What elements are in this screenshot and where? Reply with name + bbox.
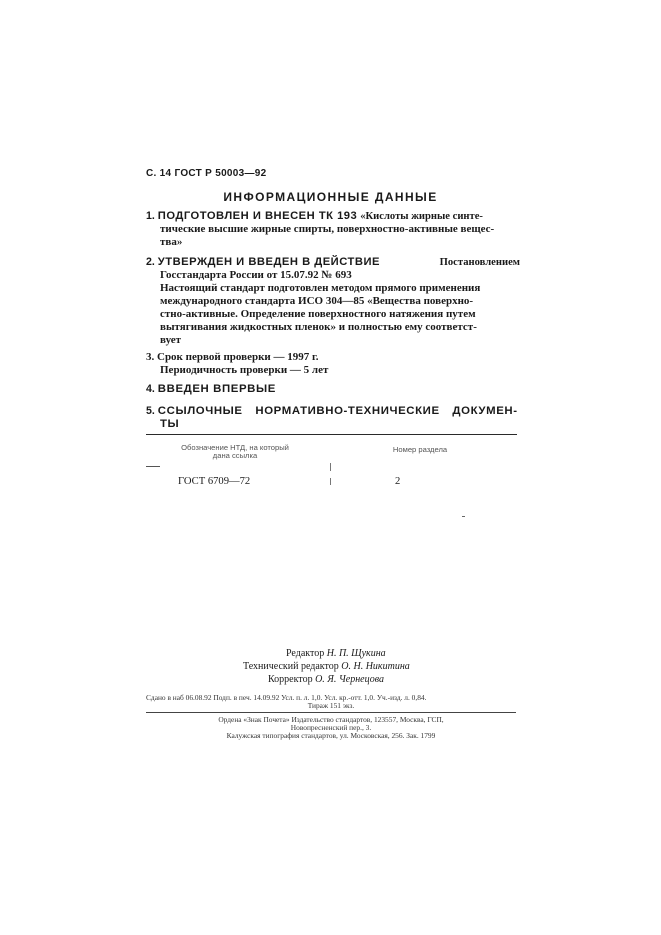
item-2-number: 2. xyxy=(146,256,155,268)
item-2-line-7: вует xyxy=(160,334,182,346)
table-top-rule xyxy=(146,434,517,435)
credit-editor-label: Редактор xyxy=(286,648,325,659)
table-header-section: Номер раздела xyxy=(392,445,448,454)
table-column-separator-row xyxy=(330,478,331,485)
item-1-line-1 xyxy=(146,210,520,223)
credit-corrector-name: О. Я. Чернецова xyxy=(315,674,384,685)
table-cell-section: 2 xyxy=(395,476,401,487)
item-5-line-1 xyxy=(146,405,520,418)
item-2-line-2: Госстандарта России от 15.07.92 № 693 xyxy=(160,269,352,281)
page-header: С. 14 ГОСТ Р 50003—92 xyxy=(146,168,267,179)
credit-editor xyxy=(286,648,386,659)
item-4-number: 4. xyxy=(146,383,155,395)
item-2-line-1 xyxy=(146,256,520,269)
item-1-rest: «Кислоты жирные синте- xyxy=(360,211,483,222)
table-header-document xyxy=(160,444,310,460)
table-header-document-line-2: дана ссылка xyxy=(212,451,258,460)
info-item-3 xyxy=(146,351,520,377)
item-2-line-6: вытягивания жидкостных пленок» и полностью ему соответст- xyxy=(160,321,477,333)
imprint-line-3: Ордена «Знак Почета» Издательство стандартов, 123557, Москва, ГСП, xyxy=(218,715,444,724)
credit-tech-editor xyxy=(243,661,410,672)
item-3-text-1: Срок первой проверки — 1997 г. xyxy=(157,351,319,363)
credit-tech-editor-label: Технический редактор xyxy=(243,661,339,672)
credit-tech-editor-name: О. Н. Никитина xyxy=(341,661,410,672)
imprint-line-2: Тираж 151 экз. xyxy=(307,701,355,710)
section-title: ИНФОРМАЦИОННЫЕ ДАННЫЕ xyxy=(223,190,438,204)
table-mid-rule-stub xyxy=(146,466,160,467)
table-header-document-line-1: Обозначение НТД, на который xyxy=(181,443,289,452)
item-3-number: 3. xyxy=(146,351,155,363)
item-2-line-3: Настоящий стандарт подготовлен методом прямого применения xyxy=(160,282,481,294)
imprint-line-5: Калужская типография стандартов, ул. Московская, 256. Зак. 1799 xyxy=(226,731,436,740)
item-3-line-2: Периодичность проверки — 5 лет xyxy=(160,364,329,376)
scan-speck xyxy=(462,516,465,517)
credit-editor-name: Н. П. Щукина xyxy=(326,648,386,659)
item-1-line-2: тические высшие жирные спирты, поверхностно-активные вещес- xyxy=(160,223,495,235)
item-2-lead: УТВЕРЖДЕН И ВВЕДЕН В ДЕЙСТВИЕ xyxy=(157,256,380,268)
table-cell-document: ГОСТ 6709—72 xyxy=(178,476,251,487)
item-2-lead-tail: Постановлением xyxy=(439,257,520,268)
info-item-4 xyxy=(146,383,520,396)
item-5-text-1: ССЫЛОЧНЫЕ НОРМАТИВНО-ТЕХНИЧЕСКИЕ ДОКУМЕН- xyxy=(157,405,518,417)
item-3-line-1 xyxy=(146,351,520,364)
item-2-line-4: международного стандарта ИСО 304—85 «Вещества поверхно- xyxy=(160,295,474,307)
info-item-2 xyxy=(146,256,520,347)
info-item-5 xyxy=(146,405,520,431)
item-4-text: ВВЕДЕН ВПЕРВЫЕ xyxy=(157,383,276,395)
table-column-separator-top xyxy=(330,463,331,471)
item-1-line-3: тва» xyxy=(160,236,183,248)
imprint-line-1: Сдано в наб 06.08.92 Подп. в печ. 14.09.92 Усл. п. л. 1,0. Усл. кр.-отт. 1,0. Уч.-изд. л. 0,84. xyxy=(146,694,427,702)
imprint-rule xyxy=(146,712,516,713)
item-1-number: 1. xyxy=(146,210,155,222)
credit-corrector xyxy=(268,674,384,685)
credit-corrector-label: Корректор xyxy=(268,674,313,685)
info-item-1 xyxy=(146,210,520,249)
item-1-lead: ПОДГОТОВЛЕН И ВНЕСЕН ТК 193 xyxy=(157,210,358,222)
item-2-line-5: стно-активные. Определение поверхностного натяжения путем xyxy=(160,308,476,320)
imprint-line-4: Новопресненский пер., 3. xyxy=(290,723,372,732)
item-5-number: 5. xyxy=(146,405,155,417)
item-5-line-2: ТЫ xyxy=(160,418,180,430)
